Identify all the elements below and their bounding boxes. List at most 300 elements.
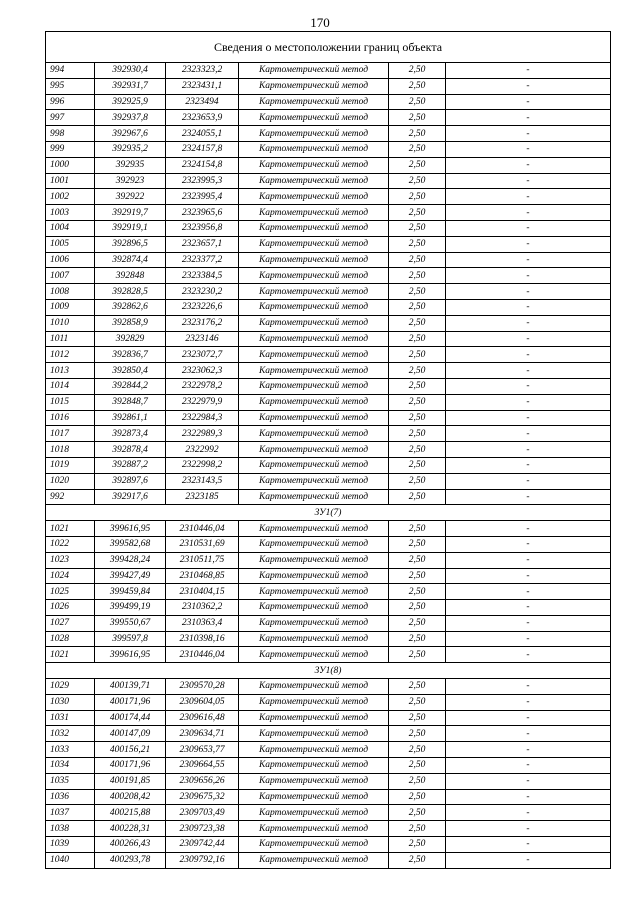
description-cell: -	[446, 758, 611, 774]
x-coordinate-cell: 392967,6	[95, 126, 166, 142]
description-cell: -	[446, 457, 611, 473]
description-cell: -	[446, 552, 611, 568]
table-row	[46, 758, 611, 774]
point-number-cell: 998	[46, 126, 95, 142]
point-number-cell: 1000	[46, 157, 95, 173]
table-row	[46, 473, 611, 489]
precision-cell: 2,50	[389, 615, 446, 631]
precision-cell: 2,50	[389, 378, 446, 394]
method-cell: Картометрический метод	[239, 694, 389, 710]
method-cell: Картометрический метод	[239, 78, 389, 94]
precision-cell: 2,50	[389, 600, 446, 616]
point-number-cell: 1034	[46, 758, 95, 774]
x-coordinate-cell: 392829	[95, 331, 166, 347]
table-row	[46, 521, 611, 537]
table-row	[46, 94, 611, 110]
table-row	[46, 220, 611, 236]
precision-cell: 2,50	[389, 299, 446, 315]
y-coordinate-cell: 2309653,77	[166, 742, 239, 758]
point-number-cell: 1011	[46, 331, 95, 347]
description-cell: -	[446, 694, 611, 710]
table-row	[46, 536, 611, 552]
precision-cell: 2,50	[389, 315, 446, 331]
y-coordinate-cell: 2323062,3	[166, 363, 239, 379]
y-coordinate-cell: 2323995,4	[166, 189, 239, 205]
x-coordinate-cell: 392862,6	[95, 299, 166, 315]
precision-cell: 2,50	[389, 426, 446, 442]
y-coordinate-cell: 2310446,04	[166, 521, 239, 537]
method-cell: Картометрический метод	[239, 426, 389, 442]
description-cell: -	[446, 821, 611, 837]
x-coordinate-cell: 392931,7	[95, 78, 166, 94]
table-row	[46, 726, 611, 742]
point-number-cell: 1010	[46, 315, 95, 331]
precision-cell: 2,50	[389, 631, 446, 647]
description-cell: -	[446, 852, 611, 868]
table-row	[46, 489, 611, 505]
point-number-cell: 1032	[46, 726, 95, 742]
method-cell: Картометрический метод	[239, 347, 389, 363]
method-cell: Картометрический метод	[239, 473, 389, 489]
table-row	[46, 236, 611, 252]
precision-cell: 2,50	[389, 110, 446, 126]
description-cell: -	[446, 489, 611, 505]
point-number-cell: 1038	[46, 821, 95, 837]
point-number-cell: 995	[46, 78, 95, 94]
table-row	[46, 837, 611, 853]
description-cell: -	[446, 220, 611, 236]
precision-cell: 2,50	[389, 758, 446, 774]
point-number-cell: 1002	[46, 189, 95, 205]
precision-cell: 2,50	[389, 141, 446, 157]
description-cell: -	[446, 473, 611, 489]
x-coordinate-cell: 400215,88	[95, 805, 166, 821]
y-coordinate-cell: 2323995,3	[166, 173, 239, 189]
y-coordinate-cell: 2323657,1	[166, 236, 239, 252]
method-cell: Картометрический метод	[239, 773, 389, 789]
table-row	[46, 110, 611, 126]
point-number-cell: 992	[46, 489, 95, 505]
table-row	[46, 679, 611, 695]
description-cell: -	[446, 426, 611, 442]
y-coordinate-cell: 2323146	[166, 331, 239, 347]
precision-cell: 2,50	[389, 173, 446, 189]
description-cell: -	[446, 726, 611, 742]
table-row	[46, 315, 611, 331]
precision-cell: 2,50	[389, 568, 446, 584]
method-cell: Картометрический метод	[239, 236, 389, 252]
point-number-cell: 1033	[46, 742, 95, 758]
table-row	[46, 710, 611, 726]
table-row	[46, 363, 611, 379]
point-number-cell: 1004	[46, 220, 95, 236]
y-coordinate-cell: 2310446,04	[166, 647, 239, 663]
precision-cell: 2,50	[389, 647, 446, 663]
precision-cell: 2,50	[389, 679, 446, 695]
x-coordinate-cell: 392850,4	[95, 363, 166, 379]
method-cell: Картометрический метод	[239, 363, 389, 379]
precision-cell: 2,50	[389, 347, 446, 363]
point-number-cell: 1020	[46, 473, 95, 489]
description-cell: -	[446, 679, 611, 695]
x-coordinate-cell: 392925,9	[95, 94, 166, 110]
point-number-cell: 1025	[46, 584, 95, 600]
point-number-cell: 1017	[46, 426, 95, 442]
method-cell: Картометрический метод	[239, 315, 389, 331]
precision-cell: 2,50	[389, 442, 446, 458]
method-cell: Картометрический метод	[239, 457, 389, 473]
x-coordinate-cell: 400156,21	[95, 742, 166, 758]
y-coordinate-cell: 2310468,85	[166, 568, 239, 584]
method-cell: Картометрический метод	[239, 821, 389, 837]
point-number-cell: 1007	[46, 268, 95, 284]
description-cell: -	[446, 189, 611, 205]
x-coordinate-cell: 399428,24	[95, 552, 166, 568]
description-cell: -	[446, 126, 611, 142]
point-number-cell: 1029	[46, 679, 95, 695]
y-coordinate-cell: 2323185	[166, 489, 239, 505]
x-coordinate-cell: 392935	[95, 157, 166, 173]
method-cell: Картометрический метод	[239, 299, 389, 315]
x-coordinate-cell: 392858,9	[95, 315, 166, 331]
description-cell: -	[446, 347, 611, 363]
description-cell: -	[446, 442, 611, 458]
table-row	[46, 852, 611, 868]
y-coordinate-cell: 2310511,75	[166, 552, 239, 568]
x-coordinate-cell: 400171,96	[95, 758, 166, 774]
x-coordinate-cell: 392887,2	[95, 457, 166, 473]
point-number-cell: 1024	[46, 568, 95, 584]
precision-cell: 2,50	[389, 63, 446, 79]
x-coordinate-cell: 399550,67	[95, 615, 166, 631]
point-number-cell: 1018	[46, 442, 95, 458]
point-number-cell: 1021	[46, 521, 95, 537]
description-cell: -	[446, 773, 611, 789]
point-number-cell: 1037	[46, 805, 95, 821]
x-coordinate-cell: 392828,5	[95, 284, 166, 300]
table-row	[46, 205, 611, 221]
y-coordinate-cell: 2322992	[166, 442, 239, 458]
description-cell: -	[446, 521, 611, 537]
x-coordinate-cell: 399597,8	[95, 631, 166, 647]
table-row	[46, 347, 611, 363]
description-cell: -	[446, 394, 611, 410]
x-coordinate-cell: 399499,19	[95, 600, 166, 616]
precision-cell: 2,50	[389, 584, 446, 600]
section-header-row	[46, 663, 611, 679]
description-cell: -	[446, 647, 611, 663]
method-cell: Картометрический метод	[239, 126, 389, 142]
precision-cell: 2,50	[389, 726, 446, 742]
precision-cell: 2,50	[389, 457, 446, 473]
y-coordinate-cell: 2323226,6	[166, 299, 239, 315]
method-cell: Картометрический метод	[239, 394, 389, 410]
point-number-cell: 1022	[46, 536, 95, 552]
table-row	[46, 268, 611, 284]
method-cell: Картометрический метод	[239, 521, 389, 537]
description-cell: -	[446, 157, 611, 173]
y-coordinate-cell: 2323176,2	[166, 315, 239, 331]
x-coordinate-cell: 392917,6	[95, 489, 166, 505]
precision-cell: 2,50	[389, 126, 446, 142]
x-coordinate-cell: 400191,85	[95, 773, 166, 789]
x-coordinate-cell: 392874,4	[95, 252, 166, 268]
x-coordinate-cell: 392878,4	[95, 442, 166, 458]
point-number-cell: 1030	[46, 694, 95, 710]
method-cell: Картометрический метод	[239, 489, 389, 505]
x-coordinate-cell: 392935,2	[95, 141, 166, 157]
y-coordinate-cell: 2309634,71	[166, 726, 239, 742]
x-coordinate-cell: 399616,95	[95, 521, 166, 537]
table-row	[46, 299, 611, 315]
method-cell: Картометрический метод	[239, 173, 389, 189]
table-row	[46, 615, 611, 631]
x-coordinate-cell: 399616,95	[95, 647, 166, 663]
description-cell: -	[446, 63, 611, 79]
boundary-coordinates-table	[45, 31, 611, 869]
method-cell: Картометрический метод	[239, 220, 389, 236]
precision-cell: 2,50	[389, 473, 446, 489]
y-coordinate-cell: 2309656,26	[166, 773, 239, 789]
method-cell: Картометрический метод	[239, 63, 389, 79]
y-coordinate-cell: 2323956,8	[166, 220, 239, 236]
method-cell: Картометрический метод	[239, 110, 389, 126]
y-coordinate-cell: 2324055,1	[166, 126, 239, 142]
method-cell: Картометрический метод	[239, 568, 389, 584]
precision-cell: 2,50	[389, 552, 446, 568]
method-cell: Картометрический метод	[239, 205, 389, 221]
description-cell: -	[446, 110, 611, 126]
description-cell: -	[446, 78, 611, 94]
table-row	[46, 600, 611, 616]
description-cell: -	[446, 615, 611, 631]
x-coordinate-cell: 392844,2	[95, 378, 166, 394]
method-cell: Картометрический метод	[239, 410, 389, 426]
precision-cell: 2,50	[389, 189, 446, 205]
precision-cell: 2,50	[389, 805, 446, 821]
y-coordinate-cell: 2323072,7	[166, 347, 239, 363]
y-coordinate-cell: 2310363,4	[166, 615, 239, 631]
method-cell: Картометрический метод	[239, 378, 389, 394]
point-number-cell: 999	[46, 141, 95, 157]
y-coordinate-cell: 2323377,2	[166, 252, 239, 268]
precision-cell: 2,50	[389, 694, 446, 710]
x-coordinate-cell: 392873,4	[95, 426, 166, 442]
description-cell: -	[446, 315, 611, 331]
precision-cell: 2,50	[389, 331, 446, 347]
x-coordinate-cell: 400208,42	[95, 789, 166, 805]
description-cell: -	[446, 331, 611, 347]
y-coordinate-cell: 2309604,05	[166, 694, 239, 710]
y-coordinate-cell: 2309616,48	[166, 710, 239, 726]
point-number-cell: 996	[46, 94, 95, 110]
precision-cell: 2,50	[389, 852, 446, 868]
method-cell: Картометрический метод	[239, 141, 389, 157]
description-cell: -	[446, 299, 611, 315]
y-coordinate-cell: 2323965,6	[166, 205, 239, 221]
x-coordinate-cell: 400174,44	[95, 710, 166, 726]
x-coordinate-cell: 400139,71	[95, 679, 166, 695]
description-cell: -	[446, 94, 611, 110]
precision-cell: 2,50	[389, 710, 446, 726]
table-row	[46, 742, 611, 758]
x-coordinate-cell: 392922	[95, 189, 166, 205]
point-number-cell: 1001	[46, 173, 95, 189]
point-number-cell: 1036	[46, 789, 95, 805]
table-body	[46, 32, 611, 869]
table-title-row	[46, 32, 611, 63]
table-row	[46, 821, 611, 837]
precision-cell: 2,50	[389, 521, 446, 537]
point-number-cell: 1021	[46, 647, 95, 663]
precision-cell: 2,50	[389, 837, 446, 853]
x-coordinate-cell: 400171,96	[95, 694, 166, 710]
precision-cell: 2,50	[389, 268, 446, 284]
section-header-row	[46, 505, 611, 521]
y-coordinate-cell: 2323230,2	[166, 284, 239, 300]
y-coordinate-cell: 2323653,9	[166, 110, 239, 126]
table-row	[46, 284, 611, 300]
description-cell: -	[446, 410, 611, 426]
table-row	[46, 78, 611, 94]
x-coordinate-cell: 399459,84	[95, 584, 166, 600]
method-cell: Картометрический метод	[239, 647, 389, 663]
method-cell: Картометрический метод	[239, 758, 389, 774]
description-cell: -	[446, 252, 611, 268]
table-row	[46, 457, 611, 473]
precision-cell: 2,50	[389, 94, 446, 110]
precision-cell: 2,50	[389, 157, 446, 173]
table-row	[46, 584, 611, 600]
y-coordinate-cell: 2309703,49	[166, 805, 239, 821]
x-coordinate-cell: 392836,7	[95, 347, 166, 363]
point-number-cell: 1031	[46, 710, 95, 726]
precision-cell: 2,50	[389, 236, 446, 252]
table-row	[46, 647, 611, 663]
point-number-cell: 1039	[46, 837, 95, 853]
description-cell: -	[446, 568, 611, 584]
point-number-cell: 1019	[46, 457, 95, 473]
x-coordinate-cell: 392861,1	[95, 410, 166, 426]
method-cell: Картометрический метод	[239, 837, 389, 853]
method-cell: Картометрический метод	[239, 252, 389, 268]
y-coordinate-cell: 2322998,2	[166, 457, 239, 473]
point-number-cell: 1015	[46, 394, 95, 410]
point-number-cell: 1012	[46, 347, 95, 363]
y-coordinate-cell: 2309675,32	[166, 789, 239, 805]
description-cell: -	[446, 631, 611, 647]
method-cell: Картометрический метод	[239, 189, 389, 205]
description-cell: -	[446, 284, 611, 300]
table-row	[46, 568, 611, 584]
y-coordinate-cell: 2309664,55	[166, 758, 239, 774]
y-coordinate-cell: 2310398,16	[166, 631, 239, 647]
point-number-cell: 1028	[46, 631, 95, 647]
precision-cell: 2,50	[389, 220, 446, 236]
point-number-cell: 994	[46, 63, 95, 79]
method-cell: Картометрический метод	[239, 726, 389, 742]
precision-cell: 2,50	[389, 363, 446, 379]
description-cell: -	[446, 710, 611, 726]
point-number-cell: 1027	[46, 615, 95, 631]
description-cell: -	[446, 600, 611, 616]
point-number-cell: 1035	[46, 773, 95, 789]
y-coordinate-cell: 2324154,8	[166, 157, 239, 173]
table-row	[46, 773, 611, 789]
x-coordinate-cell: 399582,68	[95, 536, 166, 552]
y-coordinate-cell: 2322979,9	[166, 394, 239, 410]
x-coordinate-cell: 392848	[95, 268, 166, 284]
y-coordinate-cell: 2310362,2	[166, 600, 239, 616]
table-row	[46, 141, 611, 157]
x-coordinate-cell: 400266,43	[95, 837, 166, 853]
point-number-cell: 1005	[46, 236, 95, 252]
point-number-cell: 1009	[46, 299, 95, 315]
table-row	[46, 694, 611, 710]
method-cell: Картометрический метод	[239, 552, 389, 568]
table-row	[46, 631, 611, 647]
description-cell: -	[446, 268, 611, 284]
method-cell: Картометрический метод	[239, 94, 389, 110]
x-coordinate-cell: 392919,7	[95, 205, 166, 221]
table-row	[46, 189, 611, 205]
point-number-cell: 1016	[46, 410, 95, 426]
point-number-cell: 1006	[46, 252, 95, 268]
method-cell: Картометрический метод	[239, 331, 389, 347]
precision-cell: 2,50	[389, 205, 446, 221]
description-cell: -	[446, 363, 611, 379]
section-header: ЗУ1(7)	[46, 505, 611, 521]
point-number-cell: 1003	[46, 205, 95, 221]
point-number-cell: 1014	[46, 378, 95, 394]
table-row	[46, 805, 611, 821]
table-row	[46, 157, 611, 173]
method-cell: Картометрический метод	[239, 631, 389, 647]
x-coordinate-cell: 392919,1	[95, 220, 166, 236]
method-cell: Картометрический метод	[239, 284, 389, 300]
y-coordinate-cell: 2322978,2	[166, 378, 239, 394]
y-coordinate-cell: 2322984,3	[166, 410, 239, 426]
method-cell: Картометрический метод	[239, 442, 389, 458]
precision-cell: 2,50	[389, 252, 446, 268]
description-cell: -	[446, 536, 611, 552]
description-cell: -	[446, 141, 611, 157]
precision-cell: 2,50	[389, 742, 446, 758]
table-row	[46, 789, 611, 805]
description-cell: -	[446, 236, 611, 252]
description-cell: -	[446, 742, 611, 758]
table-row	[46, 331, 611, 347]
precision-cell: 2,50	[389, 394, 446, 410]
table-row	[46, 173, 611, 189]
x-coordinate-cell: 392848,7	[95, 394, 166, 410]
method-cell: Картометрический метод	[239, 852, 389, 868]
precision-cell: 2,50	[389, 536, 446, 552]
y-coordinate-cell: 2322989,3	[166, 426, 239, 442]
x-coordinate-cell: 399427,49	[95, 568, 166, 584]
method-cell: Картометрический метод	[239, 600, 389, 616]
method-cell: Картометрический метод	[239, 710, 389, 726]
y-coordinate-cell: 2324157,8	[166, 141, 239, 157]
description-cell: -	[446, 205, 611, 221]
description-cell: -	[446, 837, 611, 853]
method-cell: Картометрический метод	[239, 789, 389, 805]
description-cell: -	[446, 378, 611, 394]
method-cell: Картометрический метод	[239, 742, 389, 758]
y-coordinate-cell: 2323494	[166, 94, 239, 110]
description-cell: -	[446, 789, 611, 805]
method-cell: Картометрический метод	[239, 805, 389, 821]
